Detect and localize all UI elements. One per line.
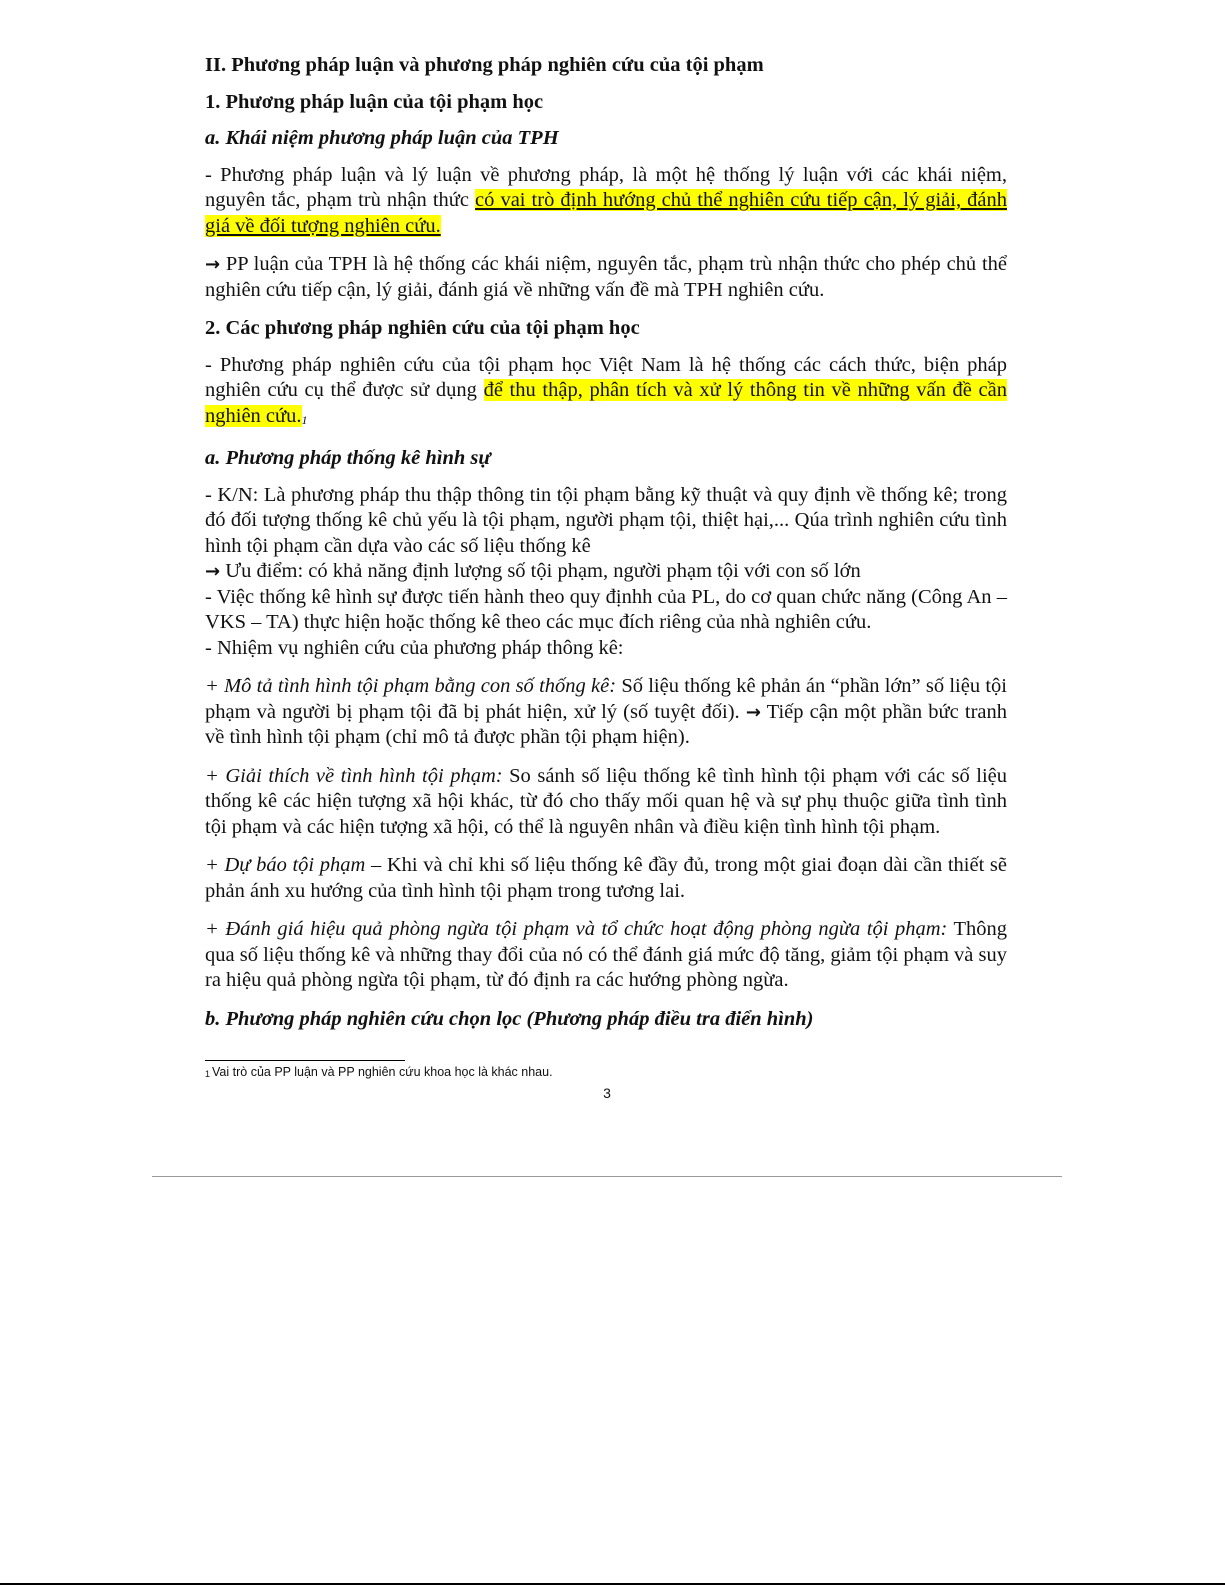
subheading-2b: b. Phương pháp nghiên cứu chọn lọc (Phương pháp điều tra điển hình) — [205, 1007, 814, 1030]
footnote — [205, 1064, 553, 1082]
paragraph-task-forecast: + Dự báo tội phạm – Khi và chỉ khi số liệu thống kê đầy đủ, trong một giai đoạn dài cần thiết sẽ phản ánh xu hướng của tình hình tội phạm trong tương lai. — [205, 854, 1007, 902]
arrow-right-icon: → — [205, 561, 221, 582]
paragraph-statistics-definition: - K/N: Là phương pháp thu thập thông tin tội phạm bằng kỹ thuật và quy định về thống kê; trong đó đối tượng thống kê chủ yếu là tội phạm, người phạm tội, thiệt hại,... Qúa trình nghiên cứu tình hình tội phạm cần dựa vào các số liệu thống kê — [205, 483, 1007, 557]
footnote-number: 1 — [205, 1069, 211, 1079]
paragraph-research-methods: - Phương pháp nghiên cứu của tội phạm học Việt Nam là hệ thống các cách thức, biện pháp nghiên cứu cụ thể được sử dụng để thu thập, phân tích và xử lý thông tin về những vấn đề cần nghiên cứu.1 — [205, 353, 1007, 427]
page-number: 3 — [603, 1085, 611, 1101]
subheading-2a: a. Phương pháp thống kê hình sự — [205, 447, 491, 469]
paragraph-task-evaluate: + Đánh giá hiệu quả phòng ngừa tội phạm và tổ chức hoạt động phòng ngừa tội phạm: Thông qua số liệu thống kê và những thay đổi của nó có thể đánh giá mức độ tăng, giảm tội phạm và suy ra hiệu quả phòng ngừa tội phạm, từ đó định ra các hướng phòng ngừa. — [205, 918, 1007, 991]
paragraph-task-describe: + Mô tả tình hình tội phạm bằng con số thống kê: Số liệu thống kê phản án “phần lớn” số liệu tội phạm và người bị phạm tội đã bị phát hiện, xử lý (số tuyệt đối). → Tiếp cận một phần bức tranh về tình hình tội phạm (chỉ mô tả được phần tội phạm hiện). — [205, 675, 1008, 748]
paragraph-statistics-procedure: - Việc thống kê hình sự được tiến hành theo quy địnhh của PL, do cơ quan chức năng (Công An – VKS – TA) thực hiện hoặc thống kê theo các mục đích riêng của nhà nghiên cứu. — [205, 585, 1007, 633]
section-heading: II. Phương pháp luận và phương pháp nghiên cứu của tội phạm — [205, 54, 764, 76]
subsection-heading-2: 2. Các phương pháp nghiên cứu của tội phạm học — [205, 317, 640, 339]
arrow-right-icon: → — [745, 701, 761, 723]
page-divider — [152, 1176, 1062, 1177]
page-body — [205, 53, 1007, 1043]
paragraph-statistics-tasks: - Nhiệm vụ nghiên cứu của phương pháp thông kê: — [205, 636, 624, 659]
paragraph-task-explain: + Giải thích về tình hình tội phạm: So sánh số liệu thống kê tình hình tội phạm với các số liệu thống kê các hiện tượng xã hội khác, từ đó cho thấy mối quan hệ và sự phụ thuộc giữa tình tình tội phạm và các hiện tượng xã hội, có thể là nguyên nhân và điều kiện tình hình tội phạm. — [205, 764, 1007, 838]
footnote-separator — [205, 1060, 405, 1061]
paragraph-methodology-conclusion: → PP luận của TPH là hệ thống các khái niệm, nguyên tắc, phạm trù nhận thức cho phép chủ thể nghiên cứu tiếp cận, lý giải, đánh giá về những vấn đề mà TPH nghiên cứu. — [205, 253, 1007, 301]
paragraph-advantages: → Ưu điểm: có khả năng định lượng số tội phạm, người phạm tội với con số lớn — [205, 560, 861, 582]
highlighted-text: có vai trò định hướng chủ thể nghiên cứu tiếp cận, lý giải, đánh giá về đối tượng nghiên cứu. — [205, 189, 1007, 237]
subsection-heading-1: 1. Phương pháp luận của tội phạm học — [205, 90, 544, 113]
footnote-text: Vai trò của PP luận và PP nghiên cứu khoa học là khác nhau. — [212, 1065, 553, 1079]
footnote-reference[interactable]: 1 — [301, 412, 308, 427]
subheading-1a: a. Khái niệm phương pháp luận của TPH — [205, 127, 559, 149]
arrow-right-icon: → — [205, 254, 221, 275]
highlighted-text: để thu thập, phân tích và xử lý thông tin về những vấn đề cần nghiên cứu. — [205, 379, 1007, 427]
paragraph-methodology-definition: - Phương pháp luận và lý luận về phương pháp, là một hệ thống lý luận với các khái niệm, nguyên tắc, phạm trù nhận thức có vai trò định hướng chủ thể nghiên cứu tiếp cận, lý giải, đánh giá về đối tượng nghiên cứu. — [205, 163, 1007, 237]
